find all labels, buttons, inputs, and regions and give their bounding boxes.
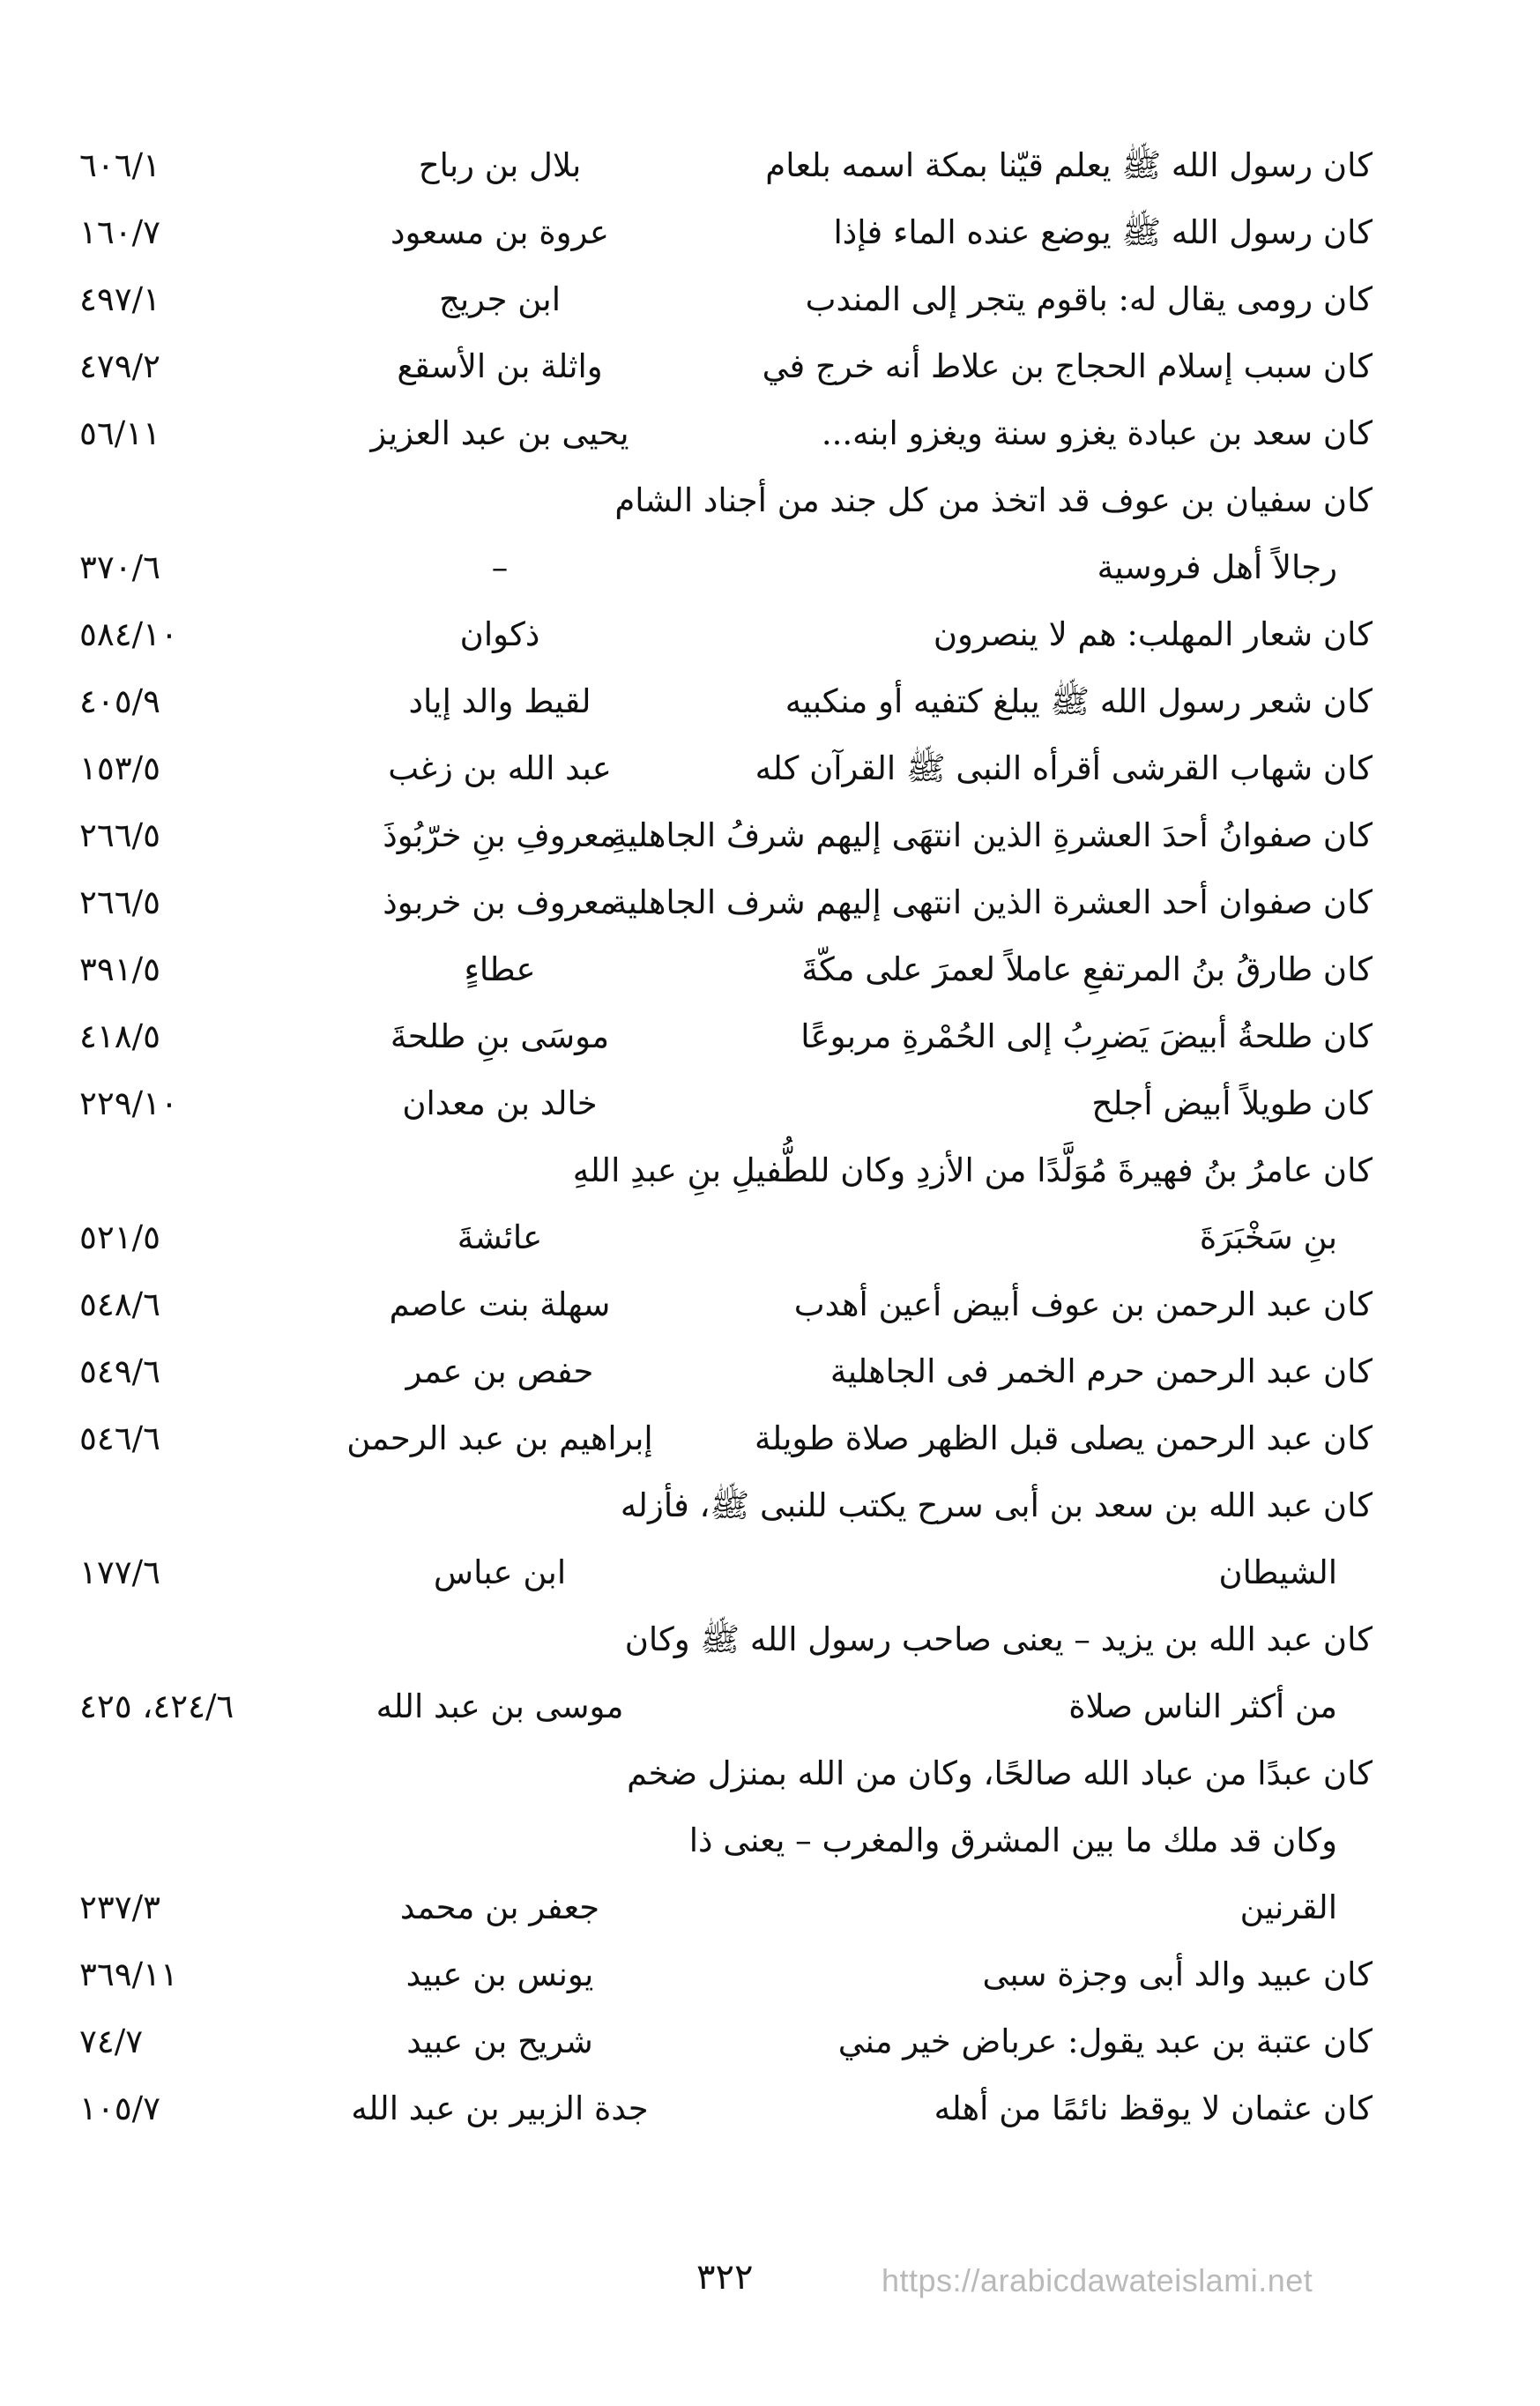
index-entry-row	[0, 1003, 1540, 1070]
entry-text-line: كان سفيان بن عوف قد اتخذ من كل جند من أجناد الشام	[614, 481, 1373, 519]
entry-narrator: جدة الزبير بن عبد الله	[351, 2089, 649, 2127]
index-entry-row	[0, 1405, 1540, 1472]
entry-text-line: كان سبب إسلام الحجاج بن علاط أنه خرج في	[762, 347, 1373, 385]
index-entry-row	[0, 2008, 1540, 2075]
index-entry-row	[0, 333, 1540, 400]
entry-text	[667, 2008, 1373, 2075]
index-entry-row	[0, 1137, 1540, 1271]
index-entry-row	[0, 869, 1540, 936]
entry-narrator: عطاءٍ	[464, 950, 536, 988]
index-entry-row	[0, 735, 1540, 802]
entry-narrator: معروف بن خربوذ	[383, 883, 617, 921]
entry-narrator: ابن عباس	[433, 1553, 567, 1591]
entry-text	[610, 869, 1373, 936]
entry-text-line: كان عامرُ بنُ فهيرةَ مُوَلَّدًا من الأزدِ وكان للطُّفيلِ بنِ عبدِ اللهِ	[572, 1151, 1373, 1189]
entry-text-line: كان عبد الرحمن حرم الخمر فى الجاهلية	[830, 1352, 1373, 1390]
entry-reference: ٥٢١/٥	[79, 1218, 160, 1256]
index-entry-row	[0, 936, 1540, 1003]
entry-reference: ٤١٨/٥	[79, 1017, 160, 1055]
entry-text	[624, 1606, 1373, 1740]
index-entry-row	[0, 400, 1540, 467]
entry-text-line: كان صفوانُ أحدَ العشرةِ الذين انتهَى إليهم شرفُ الجاهليةِ	[610, 816, 1373, 854]
entry-reference: ٣٧٠/٦	[79, 548, 160, 586]
index-entry-row	[0, 1740, 1540, 1941]
entry-text	[667, 1271, 1373, 1338]
entry-text-line: كان رسول الله ﷺ يوضع عنده الماء فإذا	[833, 213, 1373, 251]
entry-text	[610, 802, 1373, 869]
entry-text	[614, 467, 1373, 601]
entry-narrator: –	[491, 548, 509, 586]
entry-text	[667, 1405, 1373, 1472]
entry-text-line: كان رسول الله ﷺ يعلم قيّنا بمكة اسمه بلعام	[765, 146, 1373, 184]
entry-text-line: كان سعد بن عبادة يغزو سنة ويغزو ابنه...	[821, 414, 1373, 452]
entry-text	[667, 132, 1373, 199]
entry-reference: ١٠٥/٧	[79, 2089, 160, 2127]
entry-narrator: سهلة بنت عاصم	[389, 1285, 611, 1323]
entry-reference: ١٥٣/٥	[79, 749, 160, 787]
entry-narrator: واثلة بن الأسقع	[397, 347, 603, 385]
entry-text	[620, 1472, 1373, 1606]
entry-text	[627, 1740, 1373, 1941]
entry-reference: ٢٣٧/٣	[79, 1888, 160, 1926]
index-entry-row	[0, 266, 1540, 333]
index-entry-row	[0, 1070, 1540, 1137]
entry-reference: ٥٨٤/١٠	[79, 615, 178, 653]
entry-text-line: الشيطان	[1218, 1553, 1337, 1591]
entry-text-line: كان عبد الله بن سعد بن أبى سرح يكتب للنبى ﷺ، فأزله	[620, 1486, 1373, 1524]
entry-reference: ٢٦٦/٥	[79, 816, 160, 854]
entry-text-line: كان عتبة بن عبد يقول: عرباض خير مني	[837, 2022, 1373, 2060]
entry-text	[667, 601, 1373, 668]
entry-text-line: كان طارقُ بنُ المرتفعِ عاملاً لعمرَ على مكّةَ	[801, 950, 1373, 988]
entry-reference: ٤٧٩/٢	[79, 347, 160, 385]
entry-narrator: شريح بن عبيد	[406, 2022, 593, 2060]
entry-reference: ٥٤٩/٦	[79, 1352, 160, 1390]
entry-narrator: إبراهيم بن عبد الرحمن	[346, 1419, 653, 1457]
entry-narrator: ابن جريج	[439, 280, 561, 318]
index-entry-row	[0, 802, 1540, 869]
entry-reference: ٥٤٦/٦	[79, 1419, 160, 1457]
page-number: ٣٢٢	[696, 2257, 754, 2298]
entry-narrator: لقيط والد إياد	[408, 682, 591, 720]
entry-text-line: كان طلحةُ أبيضَ يَضرِبُ إلى الحُمْرةِ مربوعًا	[800, 1017, 1373, 1055]
hadith-index-list	[0, 132, 1540, 2142]
entry-narrator: بلال بن رباح	[418, 146, 582, 184]
entry-reference: ٦٠٦/١	[79, 146, 160, 184]
entry-text-line: كان عثمان لا يوقظ نائمًا من أهله	[934, 2089, 1373, 2127]
entry-text-line: كان شعر رسول الله ﷺ يبلغ كتفيه أو منكبيه	[785, 682, 1373, 720]
entry-text-line: كان عبد الرحمن بن عوف أبيض أعين أهدب	[793, 1285, 1373, 1323]
index-entry-row	[0, 1271, 1540, 1338]
index-entry-row	[0, 2075, 1540, 2142]
entry-narrator: عروة بن مسعود	[391, 213, 609, 251]
entry-text	[667, 1338, 1373, 1405]
entry-reference: ٢٢٩/١٠	[79, 1084, 178, 1122]
entry-narrator: معروفِ بنِ خرّبُوذَ	[383, 816, 617, 854]
entry-narrator: يونس بن عبيد	[405, 1955, 594, 1993]
entry-reference: ٥٤٨/٦	[79, 1285, 160, 1323]
entry-reference: ٧٤/٧	[79, 2022, 144, 2060]
entry-text	[667, 1070, 1373, 1137]
entry-text-line: وكان قد ملك ما بين المشرق والمغرب – يعنى ذا	[688, 1821, 1337, 1859]
entry-text	[667, 2075, 1373, 2142]
entry-text	[572, 1137, 1373, 1271]
entry-narrator: عبد الله بن زغب	[388, 749, 612, 787]
entry-text-line: كان صفوان أحد العشرة الذين انتهى إليهم شرف الجاهلية	[610, 883, 1373, 921]
entry-reference: ٣٦٩/١١	[79, 1955, 178, 1993]
index-entry-row	[0, 1606, 1540, 1740]
entry-reference: ٤٩٧/١	[79, 280, 160, 318]
index-entry-row	[0, 199, 1540, 266]
entry-text-line: كان شعار المهلب: هم لا ينصرون	[933, 615, 1373, 653]
index-entry-row	[0, 601, 1540, 668]
entry-text	[667, 1941, 1373, 2008]
entry-text	[667, 735, 1373, 802]
entry-text-line: كان رومى يقال له: باقوم يتجر إلى المندب	[805, 280, 1373, 318]
index-entry-row	[0, 1338, 1540, 1405]
index-entry-row	[0, 668, 1540, 735]
entry-text	[667, 936, 1373, 1003]
entry-narrator: خالد بن معدان	[402, 1084, 598, 1122]
entry-text-line: كان شهاب القرشى أقرأه النبى ﷺ القرآن كله	[755, 749, 1373, 787]
entry-text-line: رجالاً أهل فروسية	[1097, 548, 1337, 586]
entry-narrator: يحيى بن عبد العزيز	[370, 414, 629, 452]
entry-text-line: من أكثر الناس صلاة	[1068, 1687, 1337, 1725]
entry-reference: ١٧٧/٦	[79, 1553, 160, 1591]
entry-reference: ٤٢٤/٦، ٤٢٥	[79, 1687, 234, 1725]
entry-reference: ٥٦/١١	[79, 414, 160, 452]
entry-reference: ٣٩١/٥	[79, 950, 160, 988]
entry-text-line: القرنين	[1239, 1888, 1337, 1926]
entry-narrator: جعفر بن محمد	[399, 1888, 600, 1926]
page-footer	[0, 2257, 1540, 2310]
entry-reference: ٤٠٥/٩	[79, 682, 160, 720]
entry-reference: ١٦٠/٧	[79, 213, 160, 251]
watermark-url: https://arabicdawateislami.net	[882, 2262, 1313, 2298]
index-entry-row	[0, 1472, 1540, 1606]
entry-text	[667, 400, 1373, 467]
index-entry-row	[0, 132, 1540, 199]
entry-text-line: بنِ سَخْبَرَةَ	[1199, 1218, 1337, 1256]
entry-text	[667, 266, 1373, 333]
entry-text	[667, 199, 1373, 266]
entry-text	[667, 333, 1373, 400]
index-entry-row	[0, 1941, 1540, 2008]
entry-reference: ٢٦٦/٥	[79, 883, 160, 921]
entry-text-line: كان عبيد والد أبى وجزة سبى	[982, 1955, 1373, 1993]
entry-text	[667, 668, 1373, 735]
entry-text-line: كان عبدًا من عباد الله صالحًا، وكان من الله بمنزل ضخم	[627, 1754, 1373, 1792]
entry-text-line: كان عبد الرحمن يصلى قبل الظهر صلاة طويلة	[755, 1419, 1373, 1457]
entry-narrator: عائشةَ	[457, 1218, 543, 1256]
entry-narrator: ذكوان	[459, 615, 540, 653]
index-entry-row	[0, 467, 1540, 601]
entry-text-line: كان عبد الله بن يزيد – يعنى صاحب رسول الله ﷺ وكان	[624, 1620, 1373, 1658]
entry-narrator: حفص بن عمر	[405, 1352, 594, 1390]
entry-narrator: موسَى بنِ طلحةَ	[390, 1017, 610, 1055]
entry-narrator: موسى بن عبد الله	[376, 1687, 624, 1725]
entry-text	[667, 1003, 1373, 1070]
entry-text-line: كان طويلاً أبيض أجلح	[1091, 1084, 1373, 1122]
